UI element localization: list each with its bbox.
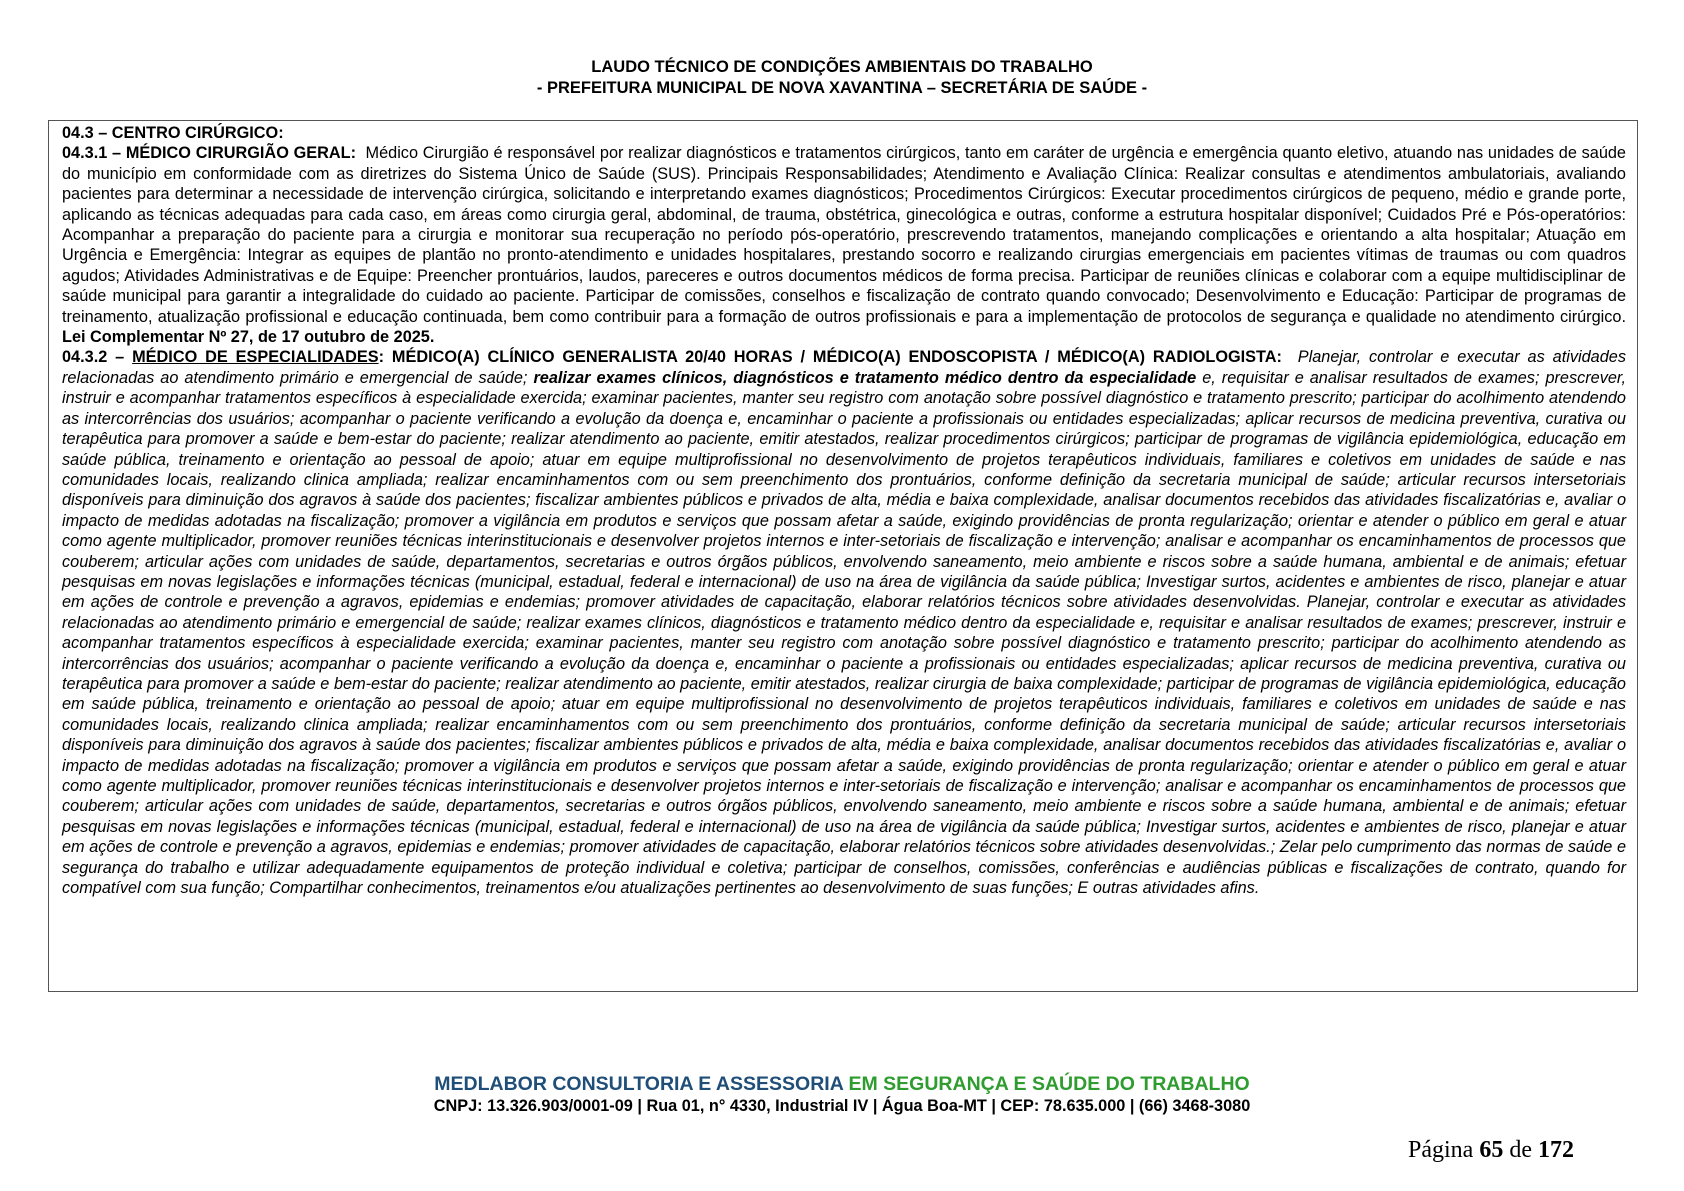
sub1-law: Lei Complementar Nº 27, de 17 outubro de 2025. (62, 328, 435, 347)
document-header (0, 57, 1684, 99)
footer-company-blue: MEDLABOR CONSULTORIA E ASSESSORIA (434, 1073, 844, 1095)
footer-company-green: EM SEGURANÇA E SAÚDE DO TRABALHO (848, 1073, 1250, 1095)
document-subtitle: - PREFEITURA MUNICIPAL DE NOVA XAVANTINA – SECRETÁRIA DE SAÚDE - (536, 79, 1148, 97)
footer-address: CNPJ: 13.326.903/0001-09 | Rua 01, n° 4330, Industrial IV | Água Boa-MT | CEP: 78.635.000 | (66) 3468-3080 (433, 1097, 1251, 1115)
sub1-label: 04.3.1 – MÉDICO CIRURGIÃO GERAL: (62, 144, 357, 163)
page-number (1408, 1137, 1598, 1164)
sub1-text: Médico Cirurgião é responsável por realizar diagnósticos e tratamentos cirúrgicos, tanto em caráter de urgência e emergência quanto eletivo, atuando nas unidades de saúde do município em conformidade com as diretrizes do Sistema Único de Saúde (SUS). Principais Responsabilidades; Atendimento e Avaliação Clínica: Realizar consultas e atendimentos ambulatoriais, avaliando pacientes para determinar a necessidade de intervenção cirúrgica, solicitando e interpretando exames diagnósticos; Procedimentos Cirúrgicos: Executar procedimentos cirúrgicos de pequeno, médio e grande porte, aplicando as técnicas adequadas para cada caso, em áreas como cirurgia geral, abdominal, de trauma, obstétrica, ginecológica e outras, conforme a estrutura hospitalar disponível; Cuidados Pré e Pós-operatórios: Acompanhar a preparação do paciente para a cirurgia e monitorar sua recuperação no período pós-operatório, prescrevendo tratamentos, manejando complicações e orientando a alta hospitalar; Atuação em Urgência e Emergência: Integrar as equipes de plantão no pronto-atendimento e unidades hospitalares, prestando socorro e realizando cirurgias emergenciais em pacientes vítimas de traumas ou com quadros agudos; Atividades Administrativas e de Equipe: Preencher prontuários, laudos, pareceres e outros documentos médicos de forma precisa. Participar de reuniões clínicas e colaborar com a equipe multidisciplinar de saúde municipal para garantir a integralidade do cuidado ao paciente. Participar de comissões, conselhos e fiscalização de contrato quando convocado; Desenvolvimento e Educação: Participar de programas de treinamento, atualização profissional e educação continuada, bem como contribuir para a formação de outros profissionais e para a implementação de protocolos de segurança e qualidade no atendimento cirúrgico. (62, 144, 1626, 326)
section-heading: 04.3 – CENTRO CIRÚRGICO: (62, 124, 284, 142)
sub2-label-roles: : MÉDICO(A) CLÍNICO GENERALISTA 20/40 HORAS / MÉDICO(A) ENDOSCOPISTA / MÉDICO(A) RADIOLOGISTA: (378, 348, 1282, 367)
page-current: 65 (1479, 1137, 1504, 1163)
sub2-text-part2: e, requisitar e analisar resultados de exames; prescrever, instruir e acompanhar tratamentos específicos à especialidade exercida; examinar pacientes, manter seu registro com anotação sobre possível diagnóstico e tratamento prescrito; participar do acolhimento atendendo as intercorrências dos usuários; acompanhar o paciente verificando a evolução da doença e, encaminhar o paciente a profissionais ou entidades especializadas; aplicar recursos de medicina preventiva, curativa ou terapêutica para promover a saúde e bem-estar do paciente; realizar atendimento ao paciente, emitir atestados, realizar procedimentos cirúrgicos; participar de programas de vigilância epidemiológica, educação em saúde pública, treinamento e orientação ao pessoal de apoio; atuar em equipe multiprofissional no desenvolvimento de projetos terapêuticos individuais, familiares e coletivos em unidades de saúde e nas comunidades locais, realizando clinica ampliada; realizar encaminhamentos com ou sem preenchimento dos prontuários, conforme definição da secretaria municipal de saúde; articular recursos intersetoriais disponíveis para diminuição dos agravos à saúde dos pacientes; fiscalizar ambientes públicos e privados de alta, média e baixa complexidade, analisar documentos recebidos das atividades fiscalizatórias e, avaliar o impacto de medidas adotadas na fiscalização; promover a vigilância em produtos e serviços que possam afetar a saúde, exigindo providências de pronta regularização; orientar e atender o público em geral e atuar como agente multiplicador, promover reuniões técnicas interinstitucionais e desenvolver projetos internos e inter-setoriais de fiscalização e intervenção; analisar e acompanhar os encaminhamentos de processos que couberem; articular ações com unidades de saúde, departamentos, secretarias e outros órgãos públicos, envolvendo saneamento, meio ambiente e riscos sobre a saúde humana, ambiental e de animais; efetuar pesquisas em novas legislações e informações técnicas (municipal, estadual, federal e internacional) de uso na área de vigilância da saúde pública; Investigar surtos, acidentes e ambientes de risco, planejar e atuar em ações de controle e prevenção a agravos, epidemias e endemias; promover atividades de capacitação, elaborar relatórios técnicos sobre atividades desenvolvidas. Planejar, controlar e executar as atividades relacionadas ao atendimento primário e emergencial de saúde; realizar exames clínicos, diagnósticos e tratamento médico dentro da especialidade e, requisitar e analisar resultados de exames; prescrever, instruir e acompanhar tratamentos específicos à especialidade exercida; examinar pacientes, manter seu registro com anotação sobre possível diagnóstico e tratamento prescrito; participar do acolhimento atendendo as intercorrências dos usuários; acompanhar o paciente verificando a evolução da doença e, encaminhar o paciente a profissionais ou entidades especializadas; aplicar recursos de medicina preventiva, curativa ou terapêutica para promover a saúde e bem-estar do paciente; realizar atendimento ao paciente, emitir atestados, realizar cirurgia de baixa complexidade; participar de programas de vigilância epidemiológica, educação em saúde pública, treinamento e orientação ao pessoal de apoio; atuar em equipe multiprofissional no desenvolvimento de projetos terapêuticos individuais, familiares e coletivos em unidades de saúde e nas comunidades locais, realizando clinica ampliada; realizar encaminhamentos com ou sem preenchimento dos prontuários, conforme definição da secretaria municipal de saúde; articular recursos intersetoriais disponíveis para diminuição dos agravos à saúde dos pacientes; fiscalizar ambientes públicos e privados de alta, média e baixa complexidade, analisar documentos recebidos das atividades fiscalizatórias e, avaliar o impacto de medidas adotadas na fiscalização; promover a vigilância em produtos e serviços que possam afetar a saúde, exigindo providências de pronta regularização; orientar e atender o público em geral e atuar como agente multiplicador, promover reuniões técnicas interinstitucionais e desenvolver projetos internos e inter-setoriais de fiscalização e intervenção; analisar e acompanhar os encaminhamentos de processos que couberem; articular ações com unidades de saúde, departamentos, secretarias e outros órgãos públicos, envolvendo saneamento, meio ambiente e riscos sobre a saúde humana, ambiental e de animais; efetuar pesquisas em novas legislações e informações técnicas (municipal, estadual, federal e internacional) de uso na área de vigilância da saúde pública; Investigar surtos, acidentes e ambientes de risco, planejar e atuar em ações de controle e prevenção a agravos, epidemias e endemias; promover atividades de capacitação, elaborar relatórios técnicos sobre atividades desenvolvidas.; Zelar pelo cumprimento das normas de saúde e segurança do trabalho e utilizar adequadamente equipamentos de proteção individual e coletiva; participar de conselhos, comissões, conferências e audiências públicas e fiscalizações de contrato, quando for compatível com sua função; Compartilhar conhecimentos, treinamentos e/ou atualizações pertinentes ao desenvolvimento de suas funções; E outras atividades afins. (62, 368, 1626, 898)
section-medico-especialidades (62, 347, 1626, 898)
sub2-label-prefix: 04.3.2 – (62, 348, 125, 367)
sub2-text-bold: realizar exames clínicos, diagnósticos e tratamento médico dentro da especialidade (533, 368, 1197, 387)
sub2-label-underlined: MÉDICO DE ESPECIALIDADES (132, 348, 379, 367)
footer-company (0, 1073, 1684, 1096)
page-total: 172 (1537, 1137, 1574, 1163)
page-of: de (1509, 1137, 1532, 1163)
content-box (48, 120, 1638, 992)
document-title: LAUDO TÉCNICO DE CONDIÇÕES AMBIENTAIS DO TRABALHO (591, 58, 1093, 76)
section-medico-cirurgiao (62, 143, 1626, 347)
sub2-text-part1: Planejar, controlar e executar as atividades relacionadas ao atendimento primário e emergencial de saúde; (62, 348, 1626, 387)
page-label: Página (1408, 1137, 1474, 1163)
